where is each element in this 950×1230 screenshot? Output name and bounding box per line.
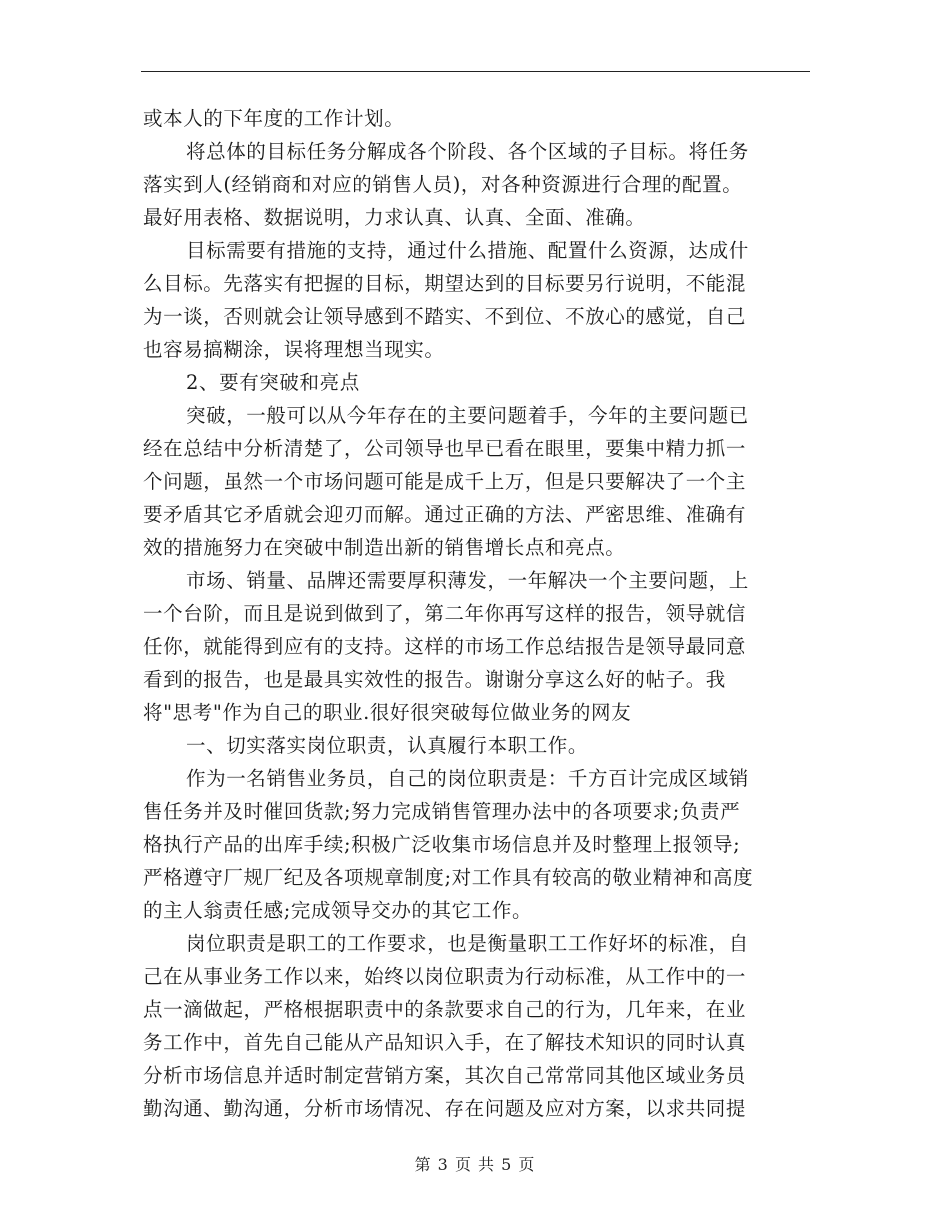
- text-line: 一个台阶，而且是说到做到了，第二年你再写这样的报告，领导就信: [143, 602, 747, 625]
- text-line: 最好用表格、数据说明，力求认真、认真、全面、准确。: [143, 206, 646, 229]
- text-line: 落实到人(经销商和对应的销售人员)，对各种资源进行合理的配置。: [143, 173, 743, 196]
- document-body: [143, 102, 811, 1125]
- text-line: 的主人翁责任感;完成领导交办的其它工作。: [143, 899, 533, 922]
- text-line: 效的措施努力在突破中制造出新的销售增长点和亮点。: [143, 536, 626, 559]
- header-rule: [141, 71, 810, 72]
- text-line: 岗位职责是职工的工作要求，也是衡量职工工作好坏的标准，自: [186, 932, 749, 955]
- text-line: 点一滴做起，严格根据职责中的条款要求自己的行为，几年来，在业: [143, 998, 747, 1021]
- text-line: 看到的报告，也是最具实效性的报告。谢谢分享这么好的帖子。我: [143, 668, 726, 691]
- text-line: 严格遵守厂规厂纪及各项规章制度;对工作具有较高的敬业精神和高度: [143, 866, 754, 889]
- text-line: 经在总结中分析清楚了，公司领导也早已看在眼里，要集中精力抓一: [143, 437, 747, 460]
- text-line: 市场、销量、品牌还需要厚积薄发，一年解决一个主要问题，上: [186, 569, 749, 592]
- text-line: 或本人的下年度的工作计划。: [143, 107, 405, 130]
- text-line: 目标需要有措施的支持，通过什么措施、配置什么资源，达成什: [186, 239, 749, 262]
- text-line: 为一谈，否则就会让领导感到不踏实、不到位、不放心的感觉，自己: [143, 305, 747, 328]
- text-line: 勤沟通、勤沟通，分析市场情况、存在问题及应对方案，以求共同提: [143, 1097, 747, 1120]
- text-line: 个问题，虽然一个市场问题可能是成千上万，但是只要解决了一个主: [143, 470, 747, 493]
- text-line: 么目标。先落实有把握的目标，期望达到的目标要另行说明，不能混: [143, 272, 747, 295]
- text-line: 2、要有突破和亮点: [186, 371, 360, 394]
- text-line: 将"思考"作为自己的职业.很好很突破每位做业务的网友: [143, 701, 632, 724]
- text-line: 作为一名销售业务员，自己的岗位职责是：千方百计完成区域销: [186, 767, 749, 790]
- text-line: 己在从事业务工作以来，始终以岗位职责为行动标准，从工作中的一: [143, 965, 747, 988]
- text-line: 将总体的目标任务分解成各个阶段、各个区域的子目标。将任务: [186, 140, 749, 163]
- text-line: 突破，一般可以从今年存在的主要问题着手，今年的主要问题已: [186, 404, 749, 427]
- text-line: 格执行产品的出库手续;积极广泛收集市场信息并及时整理上报领导;: [143, 833, 741, 856]
- text-line: 售任务并及时催回货款;努力完成销售管理办法中的各项要求;负责严: [143, 800, 741, 823]
- text-line: 任你，就能得到应有的支持。这样的市场工作总结报告是领导最同意: [143, 635, 747, 658]
- page-footer: 第 3 页 共 5 页: [414, 1155, 536, 1174]
- text-line: 分析市场信息并适时制定营销方案，其次自己常常同其他区域业务员: [143, 1064, 747, 1087]
- text-line: 一、切实落实岗位职责，认真履行本职工作。: [186, 734, 589, 757]
- text-line: 要矛盾其它矛盾就会迎刃而解。通过正确的方法、严密思维、准确有: [143, 503, 747, 526]
- text-line: 务工作中，首先自己能从产品知识入手，在了解技术知识的同时认真: [143, 1031, 747, 1054]
- text-line: 也容易搞糊涂，误将理想当现实。: [143, 338, 445, 361]
